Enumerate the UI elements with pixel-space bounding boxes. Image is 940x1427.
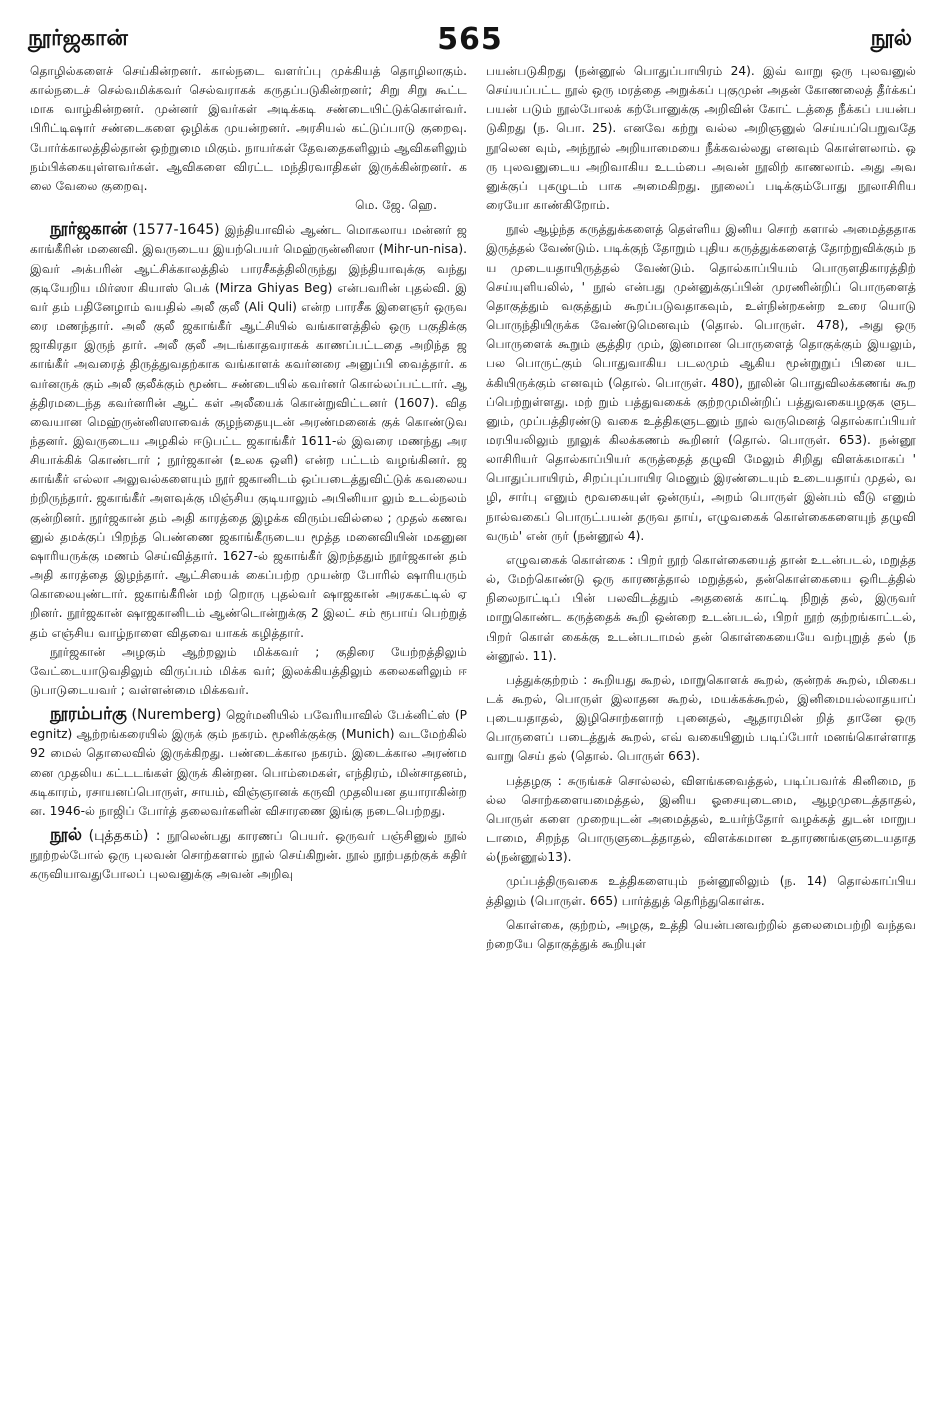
entry-body-nuremberg: ஜெர்மனியில் பவேரியாவில் பேக்னிட்ஸ் (Pegnitz) ஆற்றங்கரையில் இருக் கும் நகரம். மூனிக்குக்கு (Munich) வடமேற்கில் 92 மைல் தொலைவில் இருக்கிறது. பண்டைக்கால நகரம். இடைக்கால அரண்மனை முதலிய கட்டடங்கள் இருக் கின்றன. பொம்மைகள், எந்திரம், மின்சாதனம், கடிகாரம், ரசாயனப்பொருள், சாயம், விஞ்ஞானக் கருவி முதலியன தயாராகின்றன. 1946-ல் நாஜிப் போர்த் தலைவர்களின் விசாரணை இங்கு நடைபெற்றது.	[30, 708, 467, 818]
header-left-guideword: நூர்ஜகான்	[28, 26, 128, 51]
entry-english-nuremberg: (Nuremberg)	[131, 707, 222, 724]
entry-body-nurjahan: இந்தியாவில் ஆண்ட மொகலாய மன்னர் ஜகாங்கீரின் மனைவி. இவருடைய இயற்பெயர் மெஹ்ருன்னிஸா (Mihr-un-nisa). இவர் அக்பரின் ஆட்சிக்காலத்தில் பாரசீகத்திலிருந்து இந்தியாவுக்கு வந்து குடியேறிய மிர்ஸா கியாஸ் பெக் (Mirza Ghiyas Beg) என்பவரின் புதல்வி. இவர் தம் பதினேழாம் வயதில் அலீ குலீ (Ali Quli) என்ற பாரசீக இளைஞர் ஒருவரை மணந்தார். அலீ குலீ ஜகாங்கீர் ஆட்சியில் வங்காளத்தில் ஒரு பகுதிக்கு ஜாகிரதா இருந் தார். அலீ குலீ அடங்காதவராகக் காணப்பட்டதை அறிந்த ஜகாங்கீர் அவரைத் திருத்துவதற்காக வங்காளக் கவர்னரை அனுப்பி வைத்தார். கவர்னருக் கும் அலீ குலீக்கும் மூண்ட சண்டையில் கவர்னர் கொல்லப்பட்டார். ஆத்திரமடைந்த கவர்னரின் ஆட் கள் அலீயைக் கொன்றுவிட்டனர் (1607). விதவையான மெஹ்ருன்னிஸாவைக் குழந்தையுடன் அரண்மனைக் குக் கொண்டுவந்தனர். இவருடைய அழகில் ஈடுபட்ட ஜகாங்கீர் 1611-ல் இவரை மணந்து அரசியாக்கிக் கொண்டார் ; நூர்ஜகான் (உலக ஒளி) என்ற பட்டம் வழங்கினர். ஜகாங்கீர் எல்லா அலுவல்களையும் நூர் ஜகானிடம் ஒப்படைத்துவிட்டுக் கவலையற்றிருந்தார். ஜகாங்கீர் அளவுக்கு மிஞ்சிய குடியாலும் அபினியா லும் உடல்நலம் குன்றினர். நூர்ஜகான் தம் அதி காரத்தை இழக்க விரும்பவில்லை ; முதல் கணவனுல் தமக்குப் பிறந்த பெண்ணை ஜகாங்கீருடைய மூத்த மனைவியின் மகனுன ஷாரியருக்கு மணம் செய்வித்தார். 1627-ல் ஜகாங்கீர் இறந்ததும் நூர்ஜகான் தம் அதி காரத்தை இழந்தார். ஆட்சியைக் கைப்பற்ற முயன்ற போரில் ஷாரியரும் கொலையுண்டார். ஜகாங்கீரின் மற் றொரு புதல்வர் ஷாஜகான் அரசுகட்டில் ஏறினர். நூர்ஜகான் ஷாஜகானிடம் ஆண்டொன்றுக்கு 2 இலட் சம் ரூபாய் பெற்றுத் தம் எஞ்சிய வாழ்நாளை விதவை யாகக் கழித்தார்.	[30, 223, 467, 640]
nool-paragraph-4: பத்துக்குற்றம் : கூறியது கூறல், மாறுகொளக் கூறல், குன்றக் கூறல், மிகைபடக் கூறல், பொருள் இலாதன கூறல், மயக்கக்கூறல், இனிமையல்லாதயாப் புடையதாதல், இழிசொற்களாற் புனைதல், ஆதாரமின் றித் தானே ஒரு பொருளைப் படைத்துக் கூறல், எவ் வகையினும் படிப்போர் மனங்கொள்ளாதவாறு செய் தல் (தொல். பொருள் 663).	[486, 672, 916, 764]
left-column	[30, 62, 467, 1412]
nool-paragraph-7: கொள்கை, குற்றம், அழகு, உத்தி யென்பனவற்றில் தலைமைபற்றி வந்தவற்றையே தொகுத்துக் கூறியுள்	[486, 917, 916, 951]
entry-sub-nool: (புத்தகம்) :	[88, 828, 161, 845]
nool-paragraph-6: முப்பத்திருவகை உத்திகளையும் நன்னூலிலும் (ந. 14) தொல்காப்பியத்திலும் (பொருள். 665) பார்த்துத் தெரிந்துகொள்க.	[486, 874, 916, 908]
entry-nurjahan-paragraph-2: நூர்ஜகான் அழகும் ஆற்றலும் மிக்கவர் ; குதிரை யேற்றத்திலும் வேட்டையாடுவதிலும் விருப்பம் மிக்க வர்; இலக்கியத்திலும் கலைகளிலும் ஈடுபாடுடையவர் ; வள்ளன்மை மிக்கவர்.	[30, 644, 467, 697]
nool-paragraph-5: பத்தழகு : சுருங்கச் சொல்லல், விளங்கவைத்தல், படிப்பவர்க் கினிமை, நல்ல சொற்களையமைத்தல், இனிய ஓசையுடைமை, ஆழமுடைத்தாதல், பொருள் களை முறையுடன் அமைத்தல், உயர்ந்தோர் வழக்கத் துடன் மாறுபடாமை, சிறந்த பொருளுடைத்தாதல், விளக்கமான உதாரணங்களுடையதாதல்(நன்னூல்13).	[486, 773, 916, 865]
header-right-guideword: நூல்	[870, 26, 912, 51]
right-column	[486, 62, 916, 1412]
entry-years-nurjahan: (1577-1645)	[132, 222, 220, 239]
entry-nuremberg	[30, 705, 467, 821]
entry-body-nool: நூலென்பது காரணப் பெயர். ஒருவர் பஞ்சினுல் நூல் நூற்றல்போல் ஒரு புலவன் சொற்களால் நூல் செய்கிறுன். நூல் நூற்பதற்குக் கதிர் கருவியாவதுபோலப் புலவனுக்கு அவன் அறிவு	[30, 829, 467, 882]
nool-paragraph-3: எழுவகைக் கொள்கை : பிறர் நூற் கொள்கையைத் தான் உடன்படல், மறுத்தல், மேற்கொண்டு ஒரு காரணத்தால் மறுத்தல், தன்கொள்கையை ஒரிடத்தில் நிலைநாட்டிப் பின் பலவிடத்தும் அதனைக் காட்டி நிறுத் தல், இருவர் மாறுகொண்ட கருத்தைக் கூறி ஒன்றை உடன்படல், பிறர் நூற் குற்றங்காட்டல், பிறர் கொள் கைக்கு உடன்படாமல் தன் கொள்கையையே வற்புறுத் தல் (நன்னூல். 11).	[486, 552, 916, 663]
author-signature: மெ. ஜே. ஹெ.	[355, 198, 437, 213]
page-number: 565	[437, 22, 503, 57]
entry-nool	[30, 826, 467, 884]
entry-heading-nool: நூல்	[50, 825, 82, 846]
entry-heading-nuremberg: நூரம்பர்கு	[50, 704, 127, 725]
running-header	[28, 6, 912, 58]
nair-continuation-text: தொழில்களைச் செய்கின்றனர். கால்நடை வளர்ப்பு முக்கியத் தொழிலாகும். கால்நடைச் செல்வமிக்கவர் செல்வராகக் கருதப்படுகின்றனர்; சிறு சிறு கூட்ட மாக வாழ்கின்றனர். முன்னர் இவர்கள் அடிக்கடி சண்டையிட்டுக்கொள்வர். பிரிட்டிஷார் சண்டைகளை ஒழிக்க முயன்றனர். அரசியல் கட்டுப்பாடு குறைவு. போர்க்காலத்தில்தான் ஒற்றுமை மிகும். நாயர்கள் தேவதைகளிலும் ஆவிகளிலும் நம்பிக்கையுள்ளவர்கள். ஆவிகளை விரட்ட மந்திரவாதிகள் இருக்கின்றனர். கலை வேலை குறைவு.	[30, 64, 467, 193]
nool-paragraph-1: பயன்படுகிறது (நன்னூல் பொதுப்பாயிரம் 24). இவ் வாறு ஒரு புலவனுல் செய்யப்பட்ட நூல் ஒரு மரத்தை அறுக்கப் புகுமுன் அதன் கோணலைத் தீர்க்கப் பயன் படும் நூல்போலக் கற்போனுக்கு அறிவின் கோட் டத்தை நீக்கப் பயன்படுகிறது (ந. பொ. 25). எனவே கற்று வல்ல அறிஞனுல் செய்யப்பெறுவதே நூலென வும், அந்நூல் அறியாமையை நீக்கவல்லது எனவும் கொள்ளலாம். ஒரு புலவனுடைய அறிவாகிய உடம்பை அவன் நூலிற் காணலாம். அது அவனுக்குப் புகழுடம் பாக அமைகிறது. நூலைப் படிக்கும்போது நூலாசிரிய ரையோ காண்கிறோம்.	[486, 64, 916, 213]
nool-paragraph-2: நூல் ஆழ்ந்த கருத்துக்களைத் தெள்ளிய இனிய சொற் களால் அமைத்ததாக இருத்தல் வேண்டும். படிக்குந் தோறும் புதிய கருத்துக்களைத் தோற்றுவிக்கும் நய முடையதாயிருத்தல் வேண்டும். தொல்காப்பியம் பொருளதிகாரத்திற் செய்யுளியலில், ' நூல் என்பது முன்னுக்குப்பின் முரணின்றிப் பொருளைத் தொகுத்தும் வகுத்தும் கூறப்படுவதாகவும், உள்நின்றகன்ற உரை யொடு பொருந்தியிருக்க வேண்டுமெனவும் (தொல். பொருள். 478), அது ஒரு பொருளைக் கூறும் சூத்திர மும், இனமான பொருளைத் தொகுக்கும் இயலும், பல பொருட்கும் பொதுவாகிய படலமும் ஆகிய மூன்றுறுப் பினை யடக்கியிருக்கும் எனவும் (தொல். பொருள். 480), நூலின் பொதுவிலக்கணங் கூறப்பெற்றுள்ளது. மற் றும் பத்துவகைக் குற்றமுமின்றிப் பத்துவகையழகுக ளுடனும், முப்பத்திரண்டு வகை உத்திகளுடனும் நூல் வருமெனத் தொல்காப்பியர் மரபியலிலும் நூலுக் கிலக்கணம் கூறினர் (தொல். பொருள். 653). நன்னூ லாசிரியர் தொல்காப்பியர் கருத்தைத் தழுவி மேலும் சிறிது விளக்கமாகப் ' பொதுப்பாயிரம், சிறப்புப்பாயிர மெனும் இரண்டையும் உடையதாய் முதல், வழி, சார்பு எனும் மூவகையுள் ஒன்ருய், அறம் பொருள் இன்பம் வீடு எனும் நால்வகைப் பொருட்பயன் தருவ தாய், எழுவகைக் கொள்கைகளையுந் தழுவி வரும்' என் ருர் (நன்னூல் 4).	[486, 222, 916, 543]
entry-nurjahan	[30, 220, 467, 642]
entry-heading-nurjahan: நூர்ஜகான்	[50, 219, 128, 240]
